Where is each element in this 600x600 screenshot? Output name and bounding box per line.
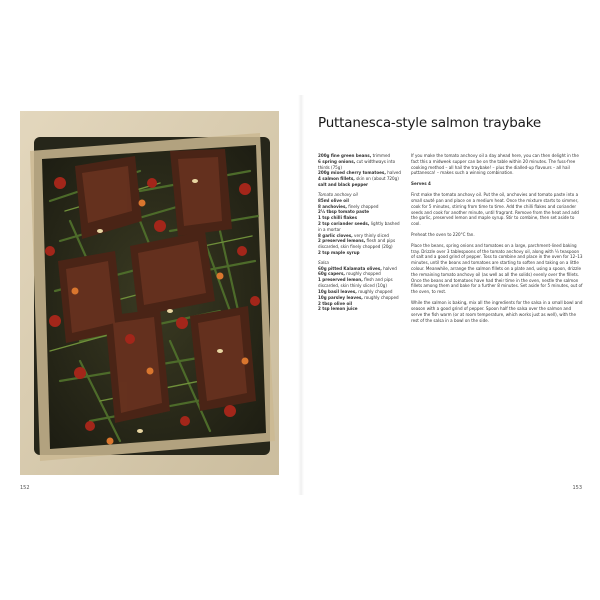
ingredients-list — [318, 153, 404, 312]
serves-count: Serves 4 — [411, 181, 431, 187]
ingredient-item: 6 spring onions, cut widthways into thirds (75g) — [318, 158, 396, 170]
ingredient-item: 1 preserved lemon, flesh and pips discarded, skin thinly sliced (10g) — [318, 277, 393, 289]
method-step: While the salmon is baking, mix all the ingredients for the salsa in a small bowl and season with a good grind of pepper. Spoon half the salsa over the salmon and serve the fish warm (or at room temperature, which works just as well), with the rest of the salsa in a bowl on the side. — [411, 300, 583, 323]
ingredient-item: 2½ tbsp tomato paste — [318, 209, 370, 215]
ingredient-item: 8 anchovies, finely chopped — [318, 203, 379, 209]
ingredient-item: salt and black pepper — [318, 182, 369, 188]
ingredient-item: 2 tbsp olive oil — [318, 300, 353, 306]
ingredient-item: 10g basil leaves, roughly chopped — [318, 288, 393, 294]
ingredient-item: 60g capers, roughly chopped — [318, 271, 381, 277]
ingredient-item: 2 tsp maple syrup — [318, 250, 360, 255]
ingredient-item: 1 tsp chilli flakes — [318, 215, 358, 221]
ingredient-item: 10g parsley leaves, roughly chopped — [318, 294, 399, 300]
method-step: First make the tomato anchovy oil. Put the oil, anchovies and tomato paste into a small sauté pan and place on a medium heat. Once the mixture starts to simmer, cook for 5 minutes, stirring from time to time. Add the chilli flakes and coriander seeds and cook for another minute, until fragrant. Remove from the heat and add the garlic, preserved lemon and maple syrup. Stir to combine, then set aside to cool. — [411, 192, 580, 227]
ingredient-item: 4 salmon fillets, skin on (about 720g) — [318, 176, 399, 182]
tray-of-salmon-green-beans-tomatoes-icon — [20, 111, 279, 475]
recipe-intro: If you make the tomato anchovy oil a day ahead here, you can then delight in the fact this a midweek supper can be on the table within 20 minutes. The fuss-free cooking method – all hail the traybake! – plus the dialled-up flavours – all hail puttanesca! – makes such a winning combination. — [411, 153, 579, 176]
ingredient-item: 2 tsp lemon juice — [318, 306, 358, 312]
ingredient-item: 200g fine green beans, trimmed — [318, 153, 391, 158]
ingredient-item: 200g mixed cherry tomatoes, halved — [318, 170, 402, 176]
recipe-photo — [20, 111, 279, 475]
method-step: Place the beans, spring onions and tomatoes on a large, parchment-lined baking tray. Drizzle over 3 tablespoons of the tomato anchovy oil, along with ¼ teaspoon of salt and a good grind of pepper. Toss to combine and place in the oven for 12–13 minutes, until the beans and tomatoes are starting to soften and taking on a little colour. Meanwhile, arrange the salmon fillets on a plate and, using a spoon, drizzle the remaining tomato anchovy oil (as well as all the solids) evenly over the fillets. Once the beans and tomatoes have had their time in the oven, nestle the salmon fillets among them and bake for a further 8 minutes. Set aside for 5 minutes, out of the oven, to rest. — [411, 242, 583, 295]
ingredient-item: 2 preserved lemons, flesh and pips discarded, skin finely chopped (20g) — [318, 238, 396, 250]
ingredient-item: 60g pitted Kalamata olives, halved — [318, 265, 397, 271]
ingredient-group-title: Salsa — [318, 259, 329, 265]
method-text — [411, 153, 583, 328]
ingredient-item: 2 tsp coriander seeds, lightly bashed in a mortar — [318, 220, 400, 232]
page-number-left: 152 — [20, 485, 30, 491]
method-step: Preheat the oven to 220°C fan. — [411, 231, 475, 237]
page-number-right: 153 — [572, 485, 582, 491]
ingredient-item: 8 garlic cloves, very thinly sliced — [318, 232, 389, 238]
book-gutter — [298, 95, 304, 495]
ingredient-item: 85ml olive oil — [318, 197, 349, 203]
recipe-title: Puttanesca-style salmon traybake — [318, 115, 541, 131]
ingredient-group-title: Tomato anchovy oil — [318, 191, 358, 197]
